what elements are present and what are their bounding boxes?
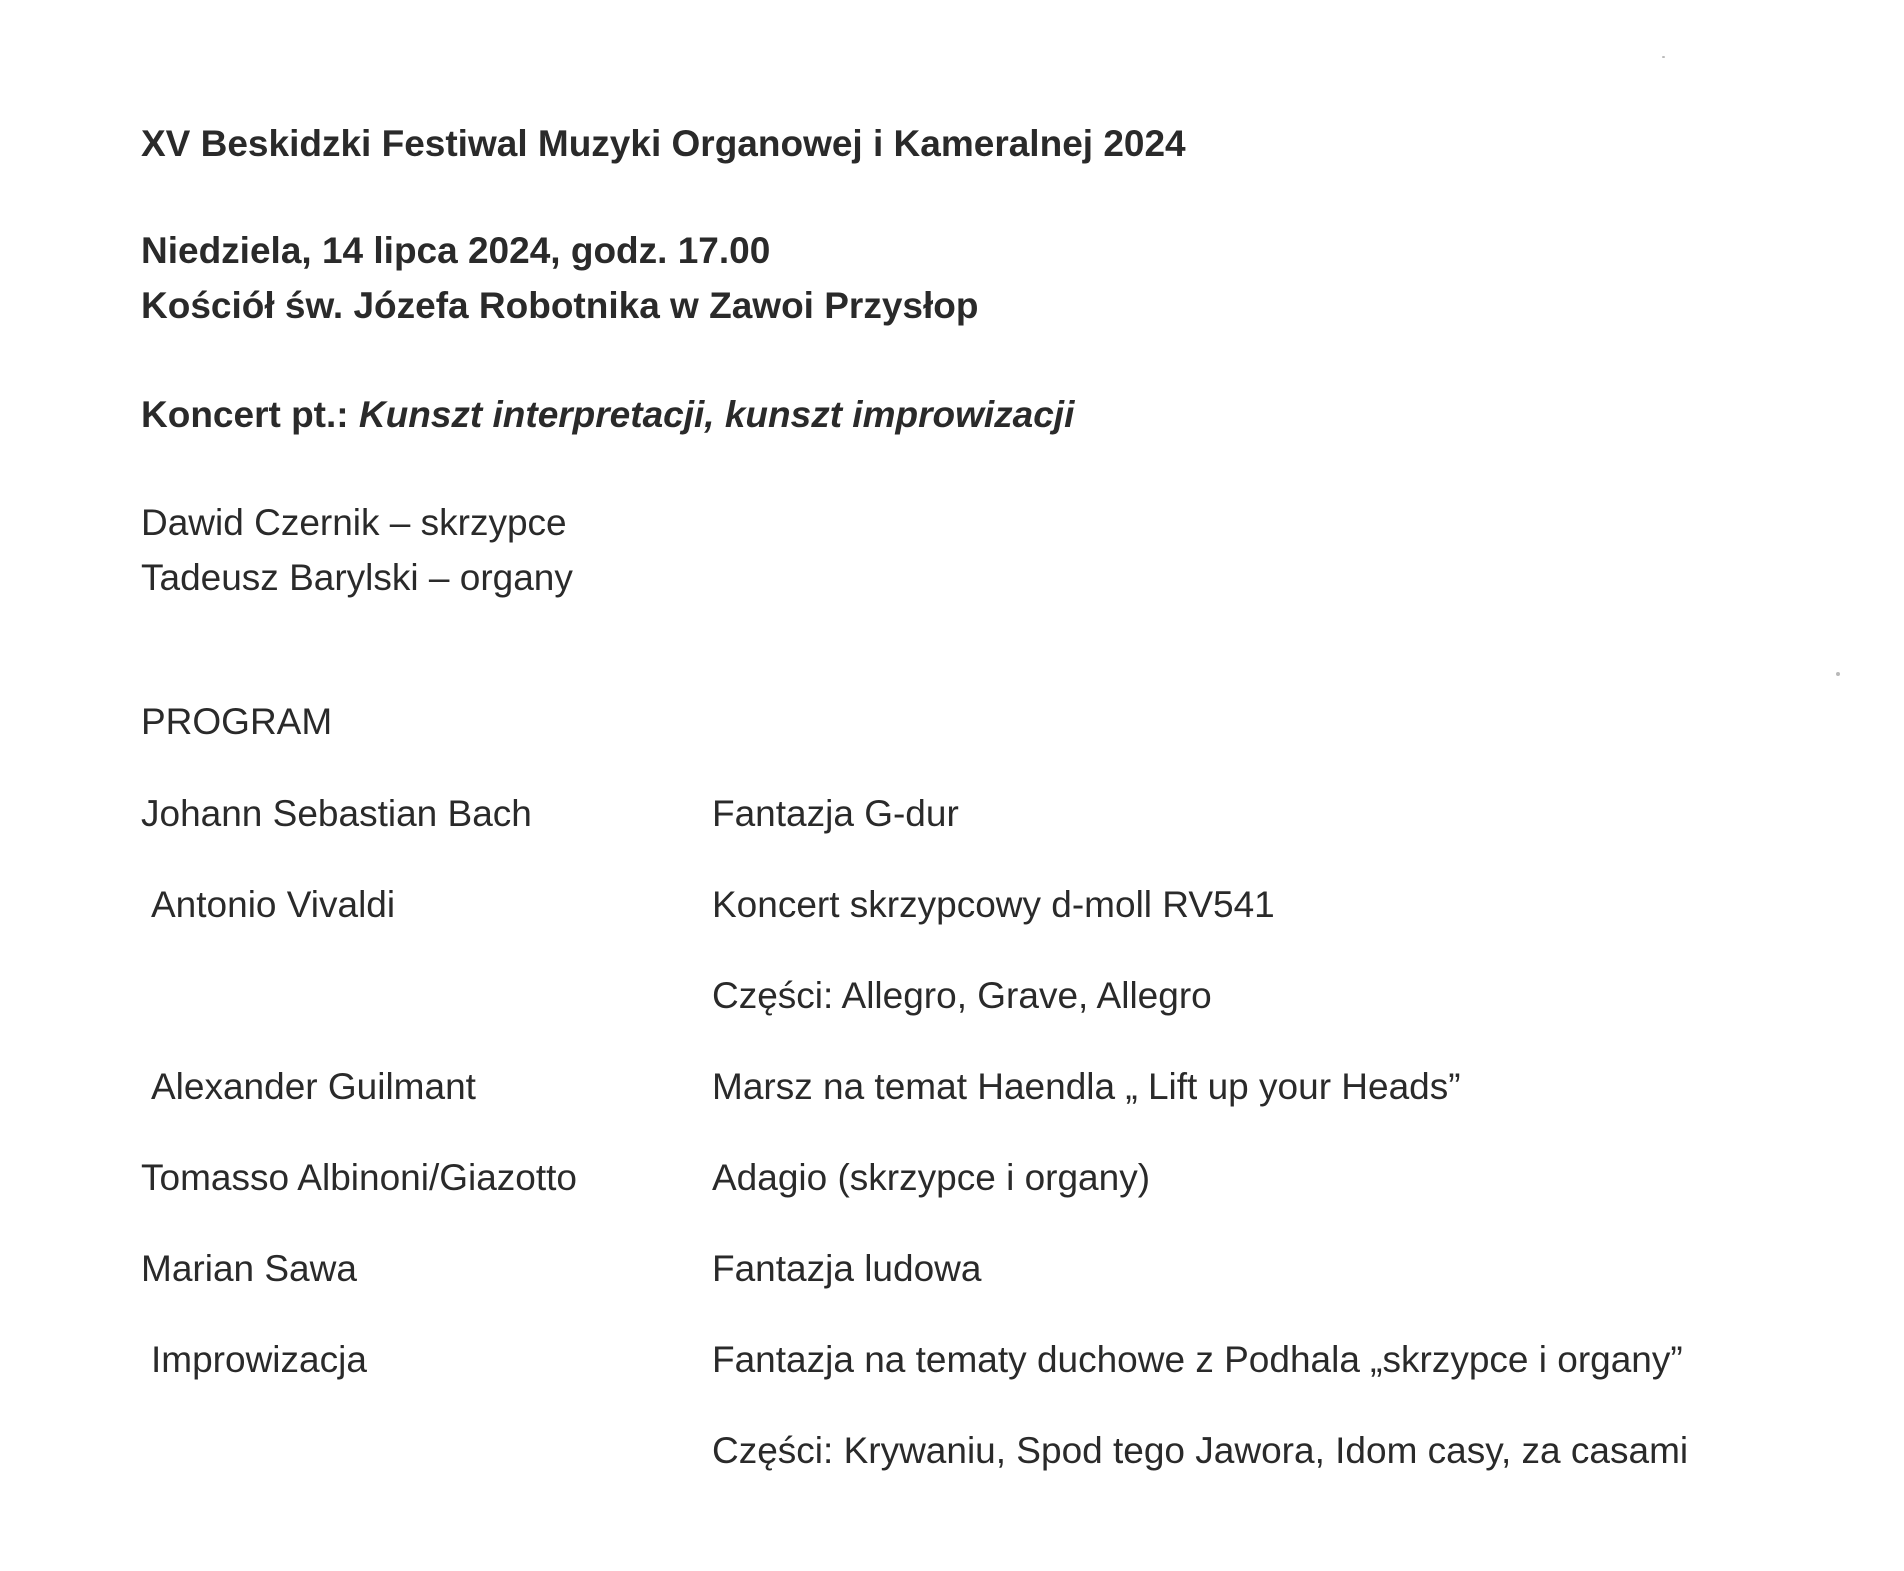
program-work: Fantazja G-dur — [712, 793, 959, 834]
performer-organ: Tadeusz Barylski – organy — [141, 557, 573, 598]
program-work-parts: Części: Allegro, Grave, Allegro — [712, 975, 1212, 1016]
scan-speck — [1662, 56, 1665, 58]
concert-prefix: Koncert pt.: — [141, 394, 349, 435]
program-composer: Antonio Vivaldi — [151, 884, 396, 925]
program-work: Fantazja na tematy duchowe z Podhala „skrzypce i organy” — [712, 1339, 1683, 1380]
program-work: Adagio (skrzypce i organy) — [712, 1157, 1151, 1198]
event-venue: Kościół św. Józefa Robotnika w Zawoi Przysłop — [141, 285, 979, 326]
program-composer: Marian Sawa — [141, 1248, 357, 1289]
program-composer: Improwizacja — [151, 1339, 367, 1380]
program-work: Fantazja ludowa — [712, 1248, 982, 1289]
program-work: Marsz na temat Haendla „ Lift up your Heads” — [712, 1066, 1461, 1107]
program-work-parts: Części: Krywaniu, Spod tego Jawora, Idom casy, za casami — [712, 1430, 1689, 1471]
program-composer: Johann Sebastian Bach — [141, 793, 532, 834]
program-composer: Alexander Guilmant — [151, 1066, 476, 1107]
event-date-time: Niedziela, 14 lipca 2024, godz. 17.00 — [141, 230, 771, 271]
program-heading: PROGRAM — [141, 701, 333, 742]
festival-title: XV Beskidzki Festiwal Muzyki Organowej i Kameralnej 2024 — [141, 123, 1186, 164]
program-composer: Tomasso Albinoni/Giazotto — [141, 1157, 578, 1198]
concert-title: Kunszt interpretacji, kunszt improwizacji — [358, 394, 1075, 435]
performer-violin: Dawid Czernik – skrzypce — [141, 502, 567, 543]
concert-title-line — [141, 393, 1074, 437]
program-work: Koncert skrzypcowy d-moll RV541 — [712, 884, 1275, 925]
scan-speck — [1836, 672, 1840, 676]
